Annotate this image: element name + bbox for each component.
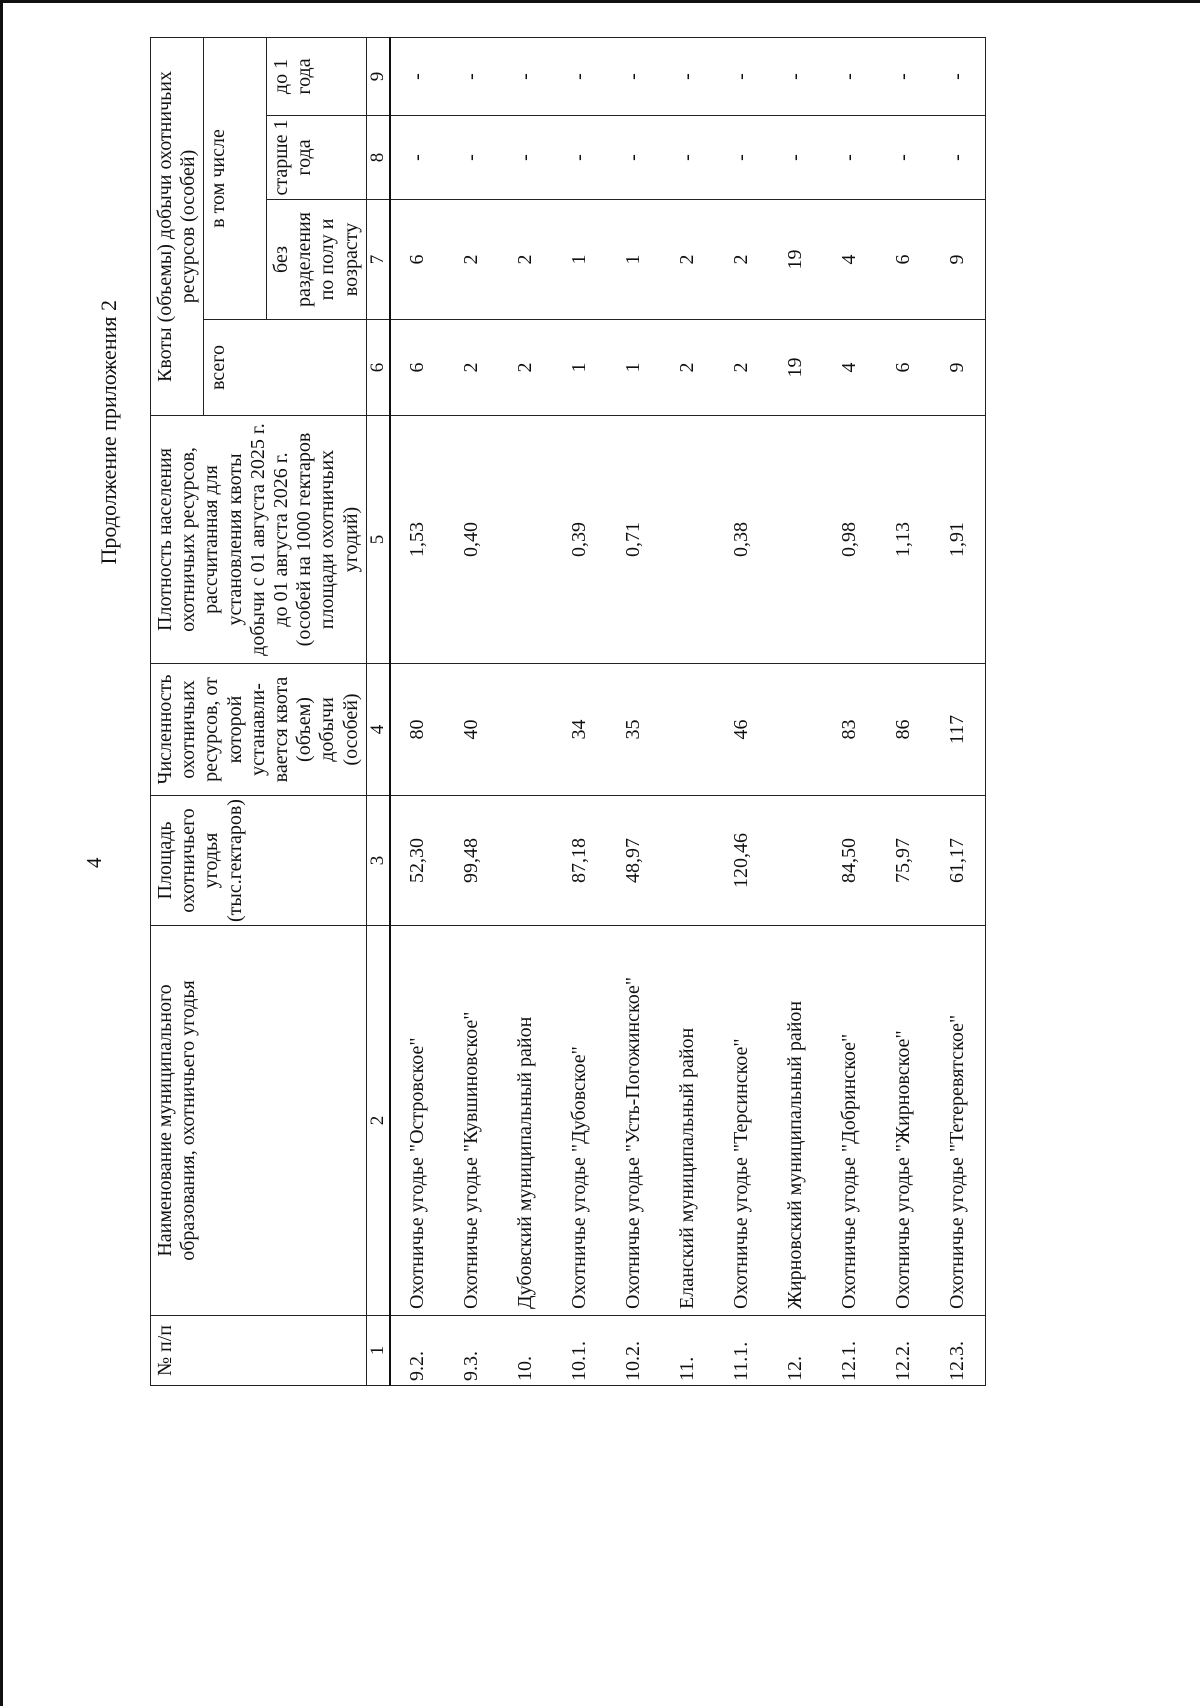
row-older-1y: -	[390, 116, 445, 200]
row-no-sex-age: 1	[553, 200, 607, 320]
row-total: 6	[390, 320, 445, 416]
row-under-1y: -	[823, 38, 877, 116]
header-density: Плотность населения охотничьих ресурсов, рассчитанная для установления квоты добычи с 01 августа 2025 г. до 01 августа 2026 г. (особей на 1000 гектаров площади охотничьих угодий)	[151, 416, 367, 664]
row-population: 86	[877, 664, 931, 796]
row-total: 2	[445, 320, 499, 416]
row-density: 0,40	[445, 416, 499, 664]
row-under-1y: -	[553, 38, 607, 116]
row-name: Еланский муниципальный район	[661, 926, 715, 1316]
row-total: 1	[607, 320, 661, 416]
row-older-1y: -	[769, 116, 823, 200]
row-density: 0,98	[823, 416, 877, 664]
row-older-1y: -	[445, 116, 499, 200]
row-population: 35	[607, 664, 661, 796]
row-name: Жирновский муниципальный район	[769, 926, 823, 1316]
header-population: Численность охотничьих ресурсов, от которой устанавли-вается квота (объем) добычи (особей)	[151, 664, 367, 796]
row-number: 12.2.	[877, 1316, 931, 1386]
row-no-sex-age: 2	[499, 200, 553, 320]
column-number: 6	[366, 320, 390, 416]
row-total: 9	[931, 320, 986, 416]
row-population	[661, 664, 715, 796]
row-no-sex-age: 6	[390, 200, 445, 320]
row-older-1y: -	[715, 116, 769, 200]
row-area	[499, 796, 553, 926]
header-no-sex-age: без разделения по полу и возрасту	[266, 200, 366, 320]
row-number: 10.1.	[553, 1316, 607, 1386]
row-under-1y: -	[390, 38, 445, 116]
row-name: Охотничье угодье "Добринское"	[823, 926, 877, 1316]
column-number: 7	[366, 200, 390, 320]
row-name: Охотничье угодье "Жирновское"	[877, 926, 931, 1316]
row-number: 12.	[769, 1316, 823, 1386]
header-name: Наименование муниципального образования, охотничьего угодья	[151, 926, 367, 1316]
row-density: 0,39	[553, 416, 607, 664]
row-number: 12.3.	[931, 1316, 986, 1386]
header-number: № п/п	[151, 1316, 367, 1386]
row-total: 1	[553, 320, 607, 416]
row-density	[499, 416, 553, 664]
row-total: 2	[499, 320, 553, 416]
row-number: 11.1.	[715, 1316, 769, 1386]
row-population: 40	[445, 664, 499, 796]
row-name: Охотничье угодье "Дубовское"	[553, 926, 607, 1316]
row-population	[499, 664, 553, 796]
row-older-1y: -	[553, 116, 607, 200]
row-under-1y: -	[499, 38, 553, 116]
row-density: 0,38	[715, 416, 769, 664]
row-area: 120,46	[715, 796, 769, 926]
row-area: 48,97	[607, 796, 661, 926]
column-number: 2	[366, 926, 390, 1316]
row-name: Охотничье угодье "Кувшиновское"	[445, 926, 499, 1316]
row-total: 2	[715, 320, 769, 416]
row-density	[769, 416, 823, 664]
row-under-1y: -	[607, 38, 661, 116]
row-number: 12.1.	[823, 1316, 877, 1386]
continuation-label: Продолжение приложения 2	[96, 300, 121, 565]
row-name: Охотничье угодье "Тетеревятское"	[931, 926, 986, 1316]
row-under-1y: -	[769, 38, 823, 116]
table-row	[390, 38, 445, 1386]
page-number: 4	[82, 857, 106, 868]
table-row	[931, 38, 986, 1386]
row-population: 46	[715, 664, 769, 796]
row-no-sex-age: 2	[715, 200, 769, 320]
row-total: 19	[769, 320, 823, 416]
table-row	[715, 38, 769, 1386]
row-number: 9.3.	[445, 1316, 499, 1386]
row-total: 4	[823, 320, 877, 416]
column-number: 1	[366, 1316, 390, 1386]
row-area	[661, 796, 715, 926]
table-header	[151, 38, 390, 1386]
row-population: 83	[823, 664, 877, 796]
row-area: 99,48	[445, 796, 499, 926]
header-older-1y: старше 1 года	[266, 116, 366, 200]
row-population	[769, 664, 823, 796]
row-no-sex-age: 4	[823, 200, 877, 320]
header-area: Площадь охотничьего угодья (тыс.гектаров)	[151, 796, 367, 926]
row-area: 52,30	[390, 796, 445, 926]
row-older-1y: -	[877, 116, 931, 200]
table-row	[499, 38, 553, 1386]
header-quota-group: Квоты (объемы) добычи охотничьих ресурсов (особей)	[151, 38, 204, 416]
table-row	[769, 38, 823, 1386]
row-name: Охотничье угодье "Островское"	[390, 926, 445, 1316]
row-density: 1,91	[931, 416, 986, 664]
row-number: 11.	[661, 1316, 715, 1386]
header-including: в том числе	[204, 38, 267, 320]
row-area: 87,18	[553, 796, 607, 926]
row-no-sex-age: 2	[445, 200, 499, 320]
row-population: 80	[390, 664, 445, 796]
column-number: 4	[366, 664, 390, 796]
row-older-1y: -	[823, 116, 877, 200]
row-older-1y: -	[499, 116, 553, 200]
row-area: 75,97	[877, 796, 931, 926]
row-older-1y: -	[931, 116, 986, 200]
column-number-row	[366, 38, 390, 1386]
row-number: 10.2.	[607, 1316, 661, 1386]
row-number: 9.2.	[390, 1316, 445, 1386]
row-no-sex-age: 19	[769, 200, 823, 320]
row-area: 61,17	[931, 796, 986, 926]
header-total: всего	[204, 320, 366, 416]
row-density	[661, 416, 715, 664]
table-row	[823, 38, 877, 1386]
row-number: 10.	[499, 1316, 553, 1386]
column-number: 5	[366, 416, 390, 664]
table-body	[390, 38, 986, 1386]
row-population: 117	[931, 664, 986, 796]
column-number: 9	[366, 38, 390, 116]
row-under-1y: -	[661, 38, 715, 116]
row-no-sex-age: 6	[877, 200, 931, 320]
row-name: Дубовский муниципальный район	[499, 926, 553, 1316]
row-older-1y: -	[607, 116, 661, 200]
table-row	[607, 38, 661, 1386]
row-no-sex-age: 9	[931, 200, 986, 320]
row-area	[769, 796, 823, 926]
column-number: 8	[366, 116, 390, 200]
row-density: 1,53	[390, 416, 445, 664]
quota-table	[150, 37, 986, 1386]
row-total: 2	[661, 320, 715, 416]
row-density: 0,71	[607, 416, 661, 664]
row-under-1y: -	[877, 38, 931, 116]
row-name: Охотничье угодье "Усть-Погожинское"	[607, 926, 661, 1316]
table-row	[661, 38, 715, 1386]
header-under-1y: до 1 года	[266, 38, 366, 116]
column-number: 3	[366, 796, 390, 926]
row-under-1y: -	[445, 38, 499, 116]
row-older-1y: -	[661, 116, 715, 200]
row-density: 1,13	[877, 416, 931, 664]
row-name: Охотничье угодье "Терсинское"	[715, 926, 769, 1316]
table-row	[445, 38, 499, 1386]
table-row	[877, 38, 931, 1386]
row-area: 84,50	[823, 796, 877, 926]
row-total: 6	[877, 320, 931, 416]
row-population: 34	[553, 664, 607, 796]
table-row	[553, 38, 607, 1386]
row-no-sex-age: 2	[661, 200, 715, 320]
row-under-1y: -	[715, 38, 769, 116]
row-under-1y: -	[931, 38, 986, 116]
row-no-sex-age: 1	[607, 200, 661, 320]
